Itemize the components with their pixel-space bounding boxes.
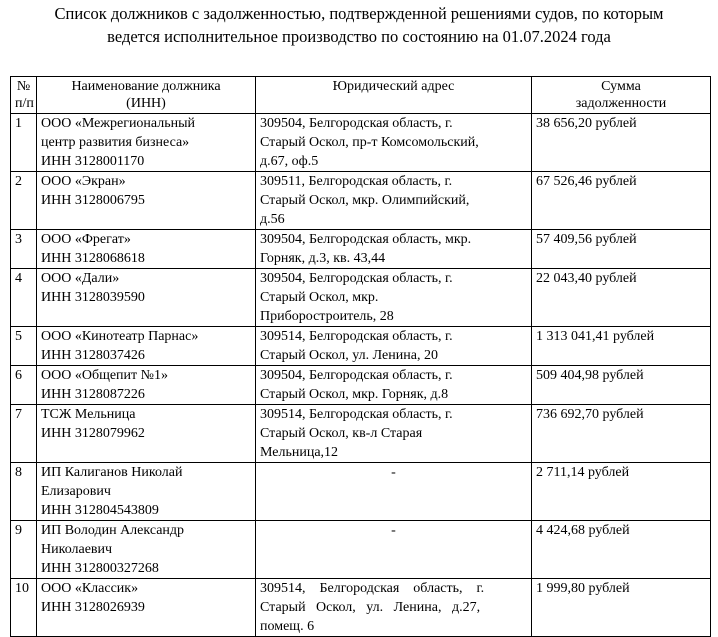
table-row (11, 327, 711, 366)
row-number: 10 (11, 579, 37, 637)
address-cell (256, 230, 532, 269)
address-line: Старый Оскол, ул. Ленина, 20 (260, 348, 438, 363)
debtor-name-line: ИНН 3128039590 (41, 290, 145, 305)
address-line: помещ. 6 (260, 619, 315, 634)
table-row (11, 172, 711, 230)
address-line: 309504, Белгородская область, мкр. (260, 232, 472, 247)
debtor-name-cell (37, 366, 256, 405)
debtor-name-cell (37, 463, 256, 521)
header-num-line-2: п/п (15, 96, 34, 111)
debtor-name-line: ООО «Дали» (41, 271, 120, 286)
debt-amount: 1 999,80 рублей (532, 579, 711, 637)
row-number: 5 (11, 327, 37, 366)
header-name (37, 77, 256, 114)
debtor-name-line: ИНН 3128006795 (41, 193, 145, 208)
debtor-name-line: ТСЖ Мельница (41, 407, 136, 422)
debtor-name-line: Елизарович (41, 484, 111, 499)
table-row (11, 269, 711, 327)
address-line: 309511, Белгородская область, г. (260, 174, 453, 189)
address-cell (256, 579, 532, 637)
debtor-name-line: ИП Володин Александр (41, 523, 185, 538)
debtor-name-line: ООО «Межрегиональный (41, 116, 196, 131)
debt-amount: 22 043,40 рублей (532, 269, 711, 327)
address-cell (256, 463, 532, 521)
table-row (11, 230, 711, 269)
address-cell (256, 172, 532, 230)
address-cell (256, 114, 532, 172)
debtor-name-line: ИНН 3128087226 (41, 387, 145, 402)
table-row (11, 114, 711, 172)
debtors-table (10, 76, 711, 637)
address-line: 309504, Белгородская область, г. (260, 368, 453, 383)
debt-amount: 67 526,46 рублей (532, 172, 711, 230)
address-line: Старый Оскол, ул. Ленина, д.27, (260, 600, 481, 615)
debtor-name-cell (37, 172, 256, 230)
debtor-name-line: ИНН 3128037426 (41, 348, 145, 363)
debtor-name-cell (37, 579, 256, 637)
address-line: - (391, 523, 396, 538)
row-number: 3 (11, 230, 37, 269)
debtor-name-cell (37, 405, 256, 463)
debtor-name-line: ООО «Экран» (41, 174, 126, 189)
table-row (11, 521, 711, 579)
row-number: 2 (11, 172, 37, 230)
address-cell (256, 327, 532, 366)
debt-amount: 57 409,56 рублей (532, 230, 711, 269)
debt-amount: 38 656,20 рублей (532, 114, 711, 172)
header-address (256, 77, 532, 114)
debtor-name-cell (37, 114, 256, 172)
debt-amount: 4 424,68 рублей (532, 521, 711, 579)
address-line: 309504, Белгородская область, г. (260, 116, 453, 131)
address-line: 309504, Белгородская область, г. (260, 271, 453, 286)
header-sum-line-2: задолженности (575, 96, 667, 111)
debt-amount: 1 313 041,41 рублей (532, 327, 711, 366)
debtor-name-line: ИНН 3128068618 (41, 251, 145, 266)
table-row (11, 405, 711, 463)
row-number: 8 (11, 463, 37, 521)
address-line: Старый Оскол, кв-л Старая (260, 426, 423, 441)
address-cell (256, 269, 532, 327)
address-cell (256, 521, 532, 579)
debtor-name-cell (37, 521, 256, 579)
address-line: 309514, Белгородская область, г. (260, 407, 453, 422)
header-name-line-2: (ИНН) (126, 96, 166, 111)
address-line: д.56 (260, 212, 285, 227)
debt-amount: 736 692,70 рублей (532, 405, 711, 463)
row-number: 6 (11, 366, 37, 405)
table-row (11, 366, 711, 405)
header-name-line-1: Наименование должника (71, 79, 221, 94)
address-line: Старый Оскол, мкр. Горняк, д.8 (260, 387, 449, 402)
header-sum-line-1: Сумма (601, 79, 641, 94)
debtor-name-line: ООО «Классик» (41, 581, 139, 596)
debtor-name-cell (37, 269, 256, 327)
debtor-name-line: ИНН 312804543809 (41, 503, 159, 518)
header-sum (532, 77, 711, 114)
table-row (11, 579, 711, 637)
address-line: Мельница,12 (260, 445, 339, 460)
title-line-2: ведется исполнительное производство по состоянию на 01.07.2024 года (107, 27, 611, 46)
row-number: 1 (11, 114, 37, 172)
table-header-row (11, 77, 711, 114)
debt-amount: 509 404,98 рублей (532, 366, 711, 405)
address-line: 309514, Белгородская область, г. (260, 329, 453, 344)
header-num (11, 77, 37, 114)
debtor-name-line: Николаевич (41, 542, 113, 557)
header-num-line-1: № (16, 79, 31, 94)
debtor-name-cell (37, 230, 256, 269)
debtor-name-line: ИП Калиганов Николай (41, 465, 183, 480)
header-address-label: Юридический адрес (332, 79, 455, 94)
address-line: д.67, оф.5 (260, 154, 319, 169)
debt-amount: 2 711,14 рублей (532, 463, 711, 521)
debtor-name-line: ООО «Кинотеатр Парнас» (41, 329, 199, 344)
debtor-name-line: ИНН 3128079962 (41, 426, 145, 441)
address-line: Старый Оскол, мкр. (260, 290, 379, 305)
document-title (0, 2, 718, 48)
debtor-name-line: центр развития бизнеса» (41, 135, 190, 150)
debtor-name-line: ИНН 3128026939 (41, 600, 145, 615)
title-line-1: Список должников с задолженностью, подтвержденной решениями судов, по которым (54, 4, 664, 23)
debtor-name-line: ИНН 312800327268 (41, 561, 159, 576)
table-row (11, 463, 711, 521)
address-cell (256, 366, 532, 405)
row-number: 9 (11, 521, 37, 579)
debtor-name-line: ООО «Фрегат» (41, 232, 131, 247)
address-line: Старый Оскол, пр-т Комсомольский, (260, 135, 479, 150)
address-line: Горняк, д.3, кв. 43,44 (260, 251, 386, 266)
address-cell (256, 405, 532, 463)
address-line: 309514, Белгородская область, г. (260, 581, 485, 596)
row-number: 4 (11, 269, 37, 327)
debtor-name-cell (37, 327, 256, 366)
debtor-name-line: ООО «Общепит №1» (41, 368, 169, 383)
address-line: - (391, 465, 396, 480)
address-line: Приборостроитель, 28 (260, 309, 394, 324)
row-number: 7 (11, 405, 37, 463)
address-line: Старый Оскол, мкр. Олимпийский, (260, 193, 470, 208)
debtor-name-line: ИНН 3128001170 (41, 154, 145, 169)
